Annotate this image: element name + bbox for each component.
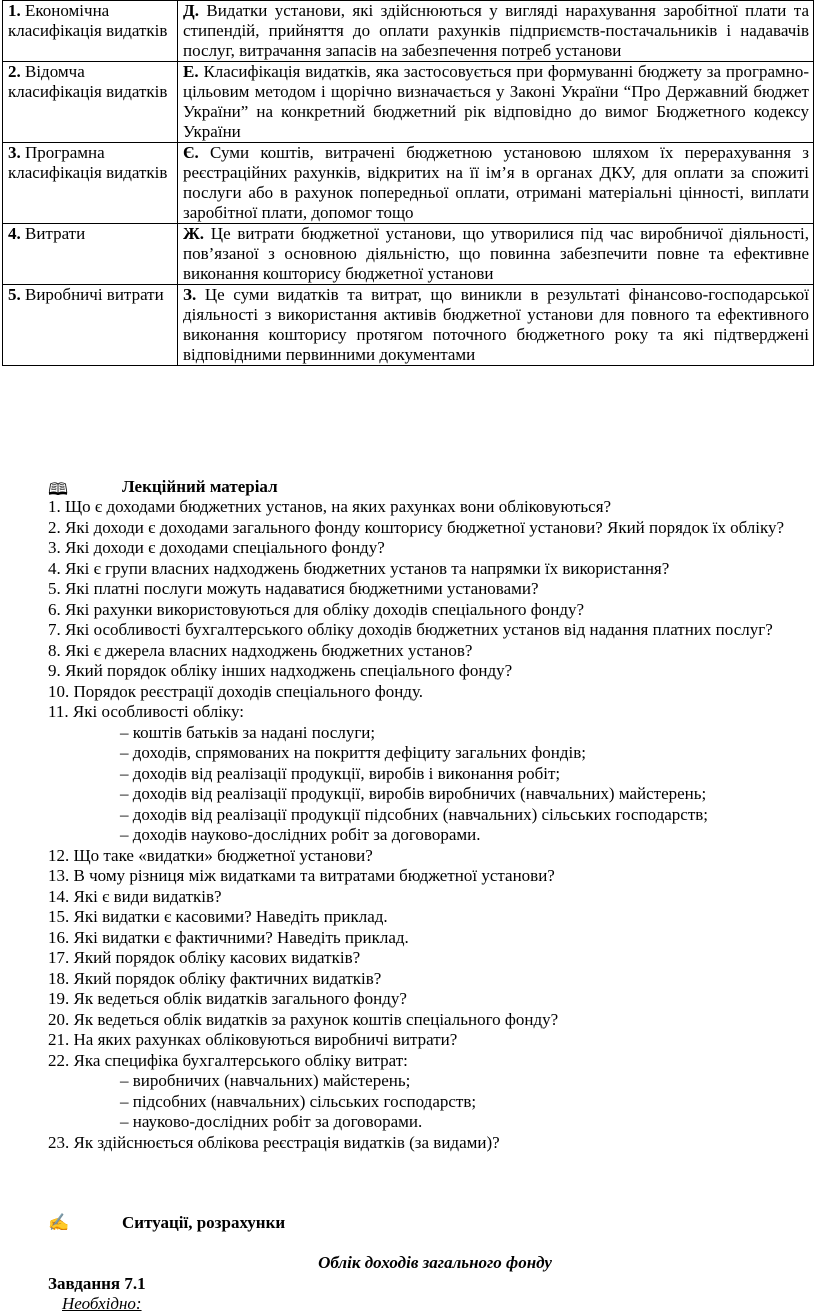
table-row: [3, 224, 814, 285]
definition-letter: З.: [183, 285, 197, 304]
task-need-label: Необхідно:: [62, 1294, 142, 1313]
sub-item: – науково-дослідних робіт за договорами.: [120, 1112, 423, 1131]
sub-item: – доходів науково-дослідних робіт за договорами.: [120, 825, 481, 844]
question-item: 8. Які є джерела власних надходжень бюджетних установ?: [48, 640, 473, 660]
sub-item: – коштів батьків за надані послуги;: [120, 722, 376, 742]
question-item: 12. Що таке «видатки» бюджетної установи?: [48, 845, 373, 865]
definition-letter: Є.: [183, 143, 199, 162]
question-item: 16. Які видатки є фактичними? Наведіть приклад.: [48, 927, 409, 947]
definition-text: Це витрати бюджетної установи, що утворилися під час виробничої діяльності, пов’язаної з основною діяльністю, що повинна забезпечити повне та ефективне виконання кошторису бюджетної установи: [183, 224, 809, 283]
sub-item: – виробничих (навчальних) майстерень;: [120, 1071, 411, 1090]
term-number: 2.: [8, 62, 21, 81]
term-number: 1.: [8, 1, 21, 20]
term-number: 3.: [8, 143, 21, 162]
writing-hand-icon: ✍: [48, 1213, 70, 1232]
sub-item: – доходів від реалізації продукції, виробів і виконання робіт;: [120, 763, 561, 783]
definition-cell: [178, 143, 814, 224]
definition-cell: [178, 1, 814, 62]
table-row: [3, 62, 814, 143]
term-cell: [3, 143, 178, 224]
table-row: [3, 1, 814, 62]
question-item: 14. Які є види видатків?: [48, 886, 222, 906]
definition-cell: [178, 62, 814, 143]
question-item: 1. Що є доходами бюджетних установ, на яких рахунках вони обліковуються?: [48, 497, 612, 516]
term-cell: [3, 1, 178, 62]
question-item: 18. Який порядок обліку фактичних видатків?: [48, 968, 382, 988]
question-item: 13. В чому різниця між видатками та витратами бюджетної установи?: [48, 866, 555, 885]
definition-text: Класифікація видатків, яка застосовується при формуванні бюджету за програмно-цільовим методом і щорічно визначається у Законі України “Про Державний бюджет України” на конкретний бюджетний рік відповідно до вимог Бюджетного кодексу України: [183, 62, 810, 141]
question-item: 6. Які рахунки використовуються для обліку доходів спеціального фонду?: [48, 599, 585, 619]
question-item: 19. Як ведеться облік видатків загального фонду?: [48, 989, 407, 1008]
term-label: Відомча класифікація видатків: [8, 62, 168, 101]
definition-text: Видатки установи, які здійснюються у вигляді нарахування заробітної плати та стипендій, прийняття до оплати рахунків підприємств-постачальників і надавачів послуг, витрачання запасів на забезпечення потреб установи: [183, 1, 809, 60]
question-item: 21. На яких рахунках обліковуються виробничі витрати?: [48, 1030, 458, 1049]
situations-heading: Ситуації, розрахунки: [122, 1213, 286, 1232]
question-item: 4. Які є групи власних надходжень бюджетних установ та напрямки їх використання?: [48, 558, 670, 578]
sub-item: – доходів, спрямованих на покриття дефіциту загальних фондів;: [120, 743, 586, 762]
definition-text: Суми коштів, витрачені бюджетною установою шляхом їх перерахування з реєстраційних рахунків, відкритих на її ім’я в органах ДКУ, для оплати за спожиті послуги або в рахунок попередньої оплати, отримані матеріальні цінності, виплати заробітної плати, допомог тощо: [183, 143, 810, 222]
definition-letter: Д.: [183, 1, 199, 20]
sub-item: – підсобних (навчальних) сільських господарств;: [120, 1091, 477, 1111]
definition-letter: Е.: [183, 62, 199, 81]
definition-cell: [178, 285, 814, 366]
question-item: 9. Який порядок обліку інших надходжень спеціального фонду?: [48, 661, 513, 680]
term-number: 5.: [8, 285, 21, 304]
question-item: 23. Як здійснюється облікова реєстрація видатків (за видами)?: [48, 1132, 500, 1152]
table-row: [3, 285, 814, 366]
term-cell: [3, 285, 178, 366]
question-item: 3. Які доходи є доходами спеціального фонду?: [48, 538, 385, 557]
term-cell: [3, 62, 178, 143]
question-item: 17. Який порядок обліку касових видатків?: [48, 948, 361, 967]
question-item: 11. Які особливості обліку:: [48, 702, 244, 721]
section-subtitle: Облік доходів загального фонду: [318, 1253, 552, 1272]
table-row: [3, 143, 814, 224]
sub-item: – доходів від реалізації продукції, виробів виробничих (навчальних) майстерень;: [120, 784, 707, 803]
question-item: 10. Порядок реєстрації доходів спеціального фонду.: [48, 681, 424, 701]
question-item: 7. Які особливості бухгалтерського обліку доходів бюджетних установ від надання платних послуг?: [48, 620, 773, 639]
terms-table: [2, 0, 814, 366]
question-item: 5. Які платні послуги можуть надаватися бюджетними установами?: [48, 579, 539, 598]
question-item: 15. Які видатки є касовими? Наведіть приклад.: [48, 907, 388, 926]
book-icon: 🕮: [48, 480, 69, 499]
term-label: Виробничі витрати: [25, 285, 164, 304]
definition-cell: [178, 224, 814, 285]
term-number: 4.: [8, 224, 21, 243]
term-label: Програмна класифікація видатків: [8, 143, 168, 182]
sub-item: – доходів від реалізації продукції підсобних (навчальних) сільських господарств;: [120, 804, 708, 824]
definition-text: Це суми видатків та витрат, що виникли в результаті фінансово-господарської діяльності з використання активів бюджетної установи для повного та ефективного виконання кошторису протягом поточного бюджетного року та які підтверджені відповідними первинними документами: [183, 285, 809, 364]
lecture-questions: [0, 497, 816, 1153]
question-item: 20. Як ведеться облік видатків за рахунок коштів спеціального фонду?: [48, 1009, 559, 1029]
task-title: Завдання 7.1: [48, 1274, 146, 1293]
question-item: 2. Які доходи є доходами загального фонду кошторису бюджетної установи? Який порядок їх обліку?: [48, 517, 785, 537]
question-item: 22. Яка специфіка бухгалтерського обліку витрат:: [48, 1050, 408, 1070]
lecture-heading: Лекційний матеріал: [122, 477, 278, 496]
definition-letter: Ж.: [183, 224, 205, 243]
term-label: Економічна класифікація видатків: [8, 1, 168, 40]
term-cell: [3, 224, 178, 285]
term-label: Витрати: [25, 224, 86, 243]
